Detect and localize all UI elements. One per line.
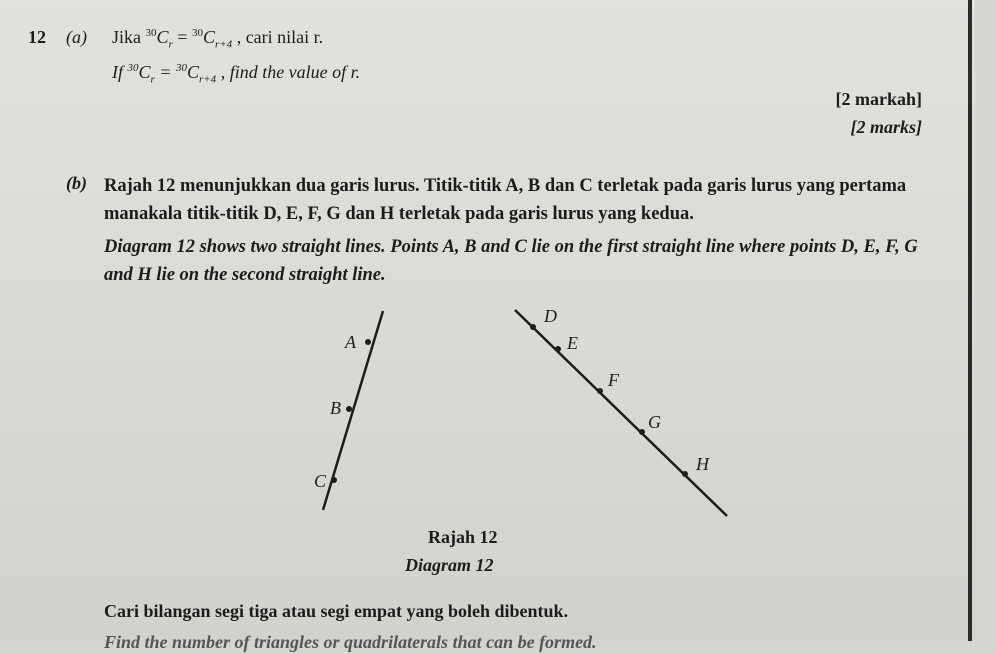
point-h-dot <box>682 471 688 477</box>
point-d-label: D <box>544 306 557 326</box>
part-b-question-english-cut: Find the number of triangles or quadrilaterals that can be formed. <box>104 632 597 652</box>
part-b-label: (b) <box>66 173 87 193</box>
point-d-dot <box>530 324 536 330</box>
combination-equation: $^{30}C_r = ^{30}C_{r+4}$ <box>145 27 233 51</box>
point-e-label: E <box>567 333 578 353</box>
part-a-malay-line: Jika $^{30}C_r = ^{30}C_{r+4}$ , cari nilai r. <box>112 27 324 51</box>
point-c-dot <box>331 477 337 483</box>
point-b-dot <box>346 406 352 412</box>
diagram-caption-malay: Rajah 12 <box>428 527 498 547</box>
point-a-dot <box>365 339 371 345</box>
point-h-label: H <box>696 454 709 474</box>
point-g-dot <box>639 429 645 435</box>
point-f-dot <box>597 388 603 394</box>
marks-english: [2 marks] <box>850 117 922 137</box>
point-f-label: F <box>608 370 619 390</box>
combination-equation-english: $^{30}C_r = ^{30}C_{r+4}$ <box>127 62 217 86</box>
point-g-label: G <box>648 412 661 432</box>
point-e-dot <box>555 346 561 352</box>
part-a-label: (a) <box>66 27 87 47</box>
part-a-english-line: If $^{30}C_r = ^{30}C_{r+4}$ , find the value of r. <box>112 62 361 86</box>
part-b-english-text: Diagram 12 shows two straight lines. Points A, B and C lie on the first straight line where points D, E, F, G and H lie on the second straight line. <box>104 237 918 285</box>
point-b-label: B <box>330 398 341 418</box>
diagram-caption-english: Diagram 12 <box>405 555 494 575</box>
part-b-malay-text: Rajah 12 menunjukkan dua garis lurus. Titik-titik A, B dan C terletak pada garis lurus yang pertama manakala titik-titik D, E, F, G dan H terletak pada garis lurus yang kedua. <box>104 176 907 224</box>
part-b-question-malay: Cari bilangan segi tiga atau segi empat yang boleh dibentuk. <box>104 601 569 621</box>
marks-malay: [2 markah] <box>835 89 922 109</box>
point-a-label: A <box>345 332 356 352</box>
second-straight-line <box>515 310 727 516</box>
question-number: 12 <box>28 27 46 47</box>
point-c-label: C <box>314 471 327 491</box>
